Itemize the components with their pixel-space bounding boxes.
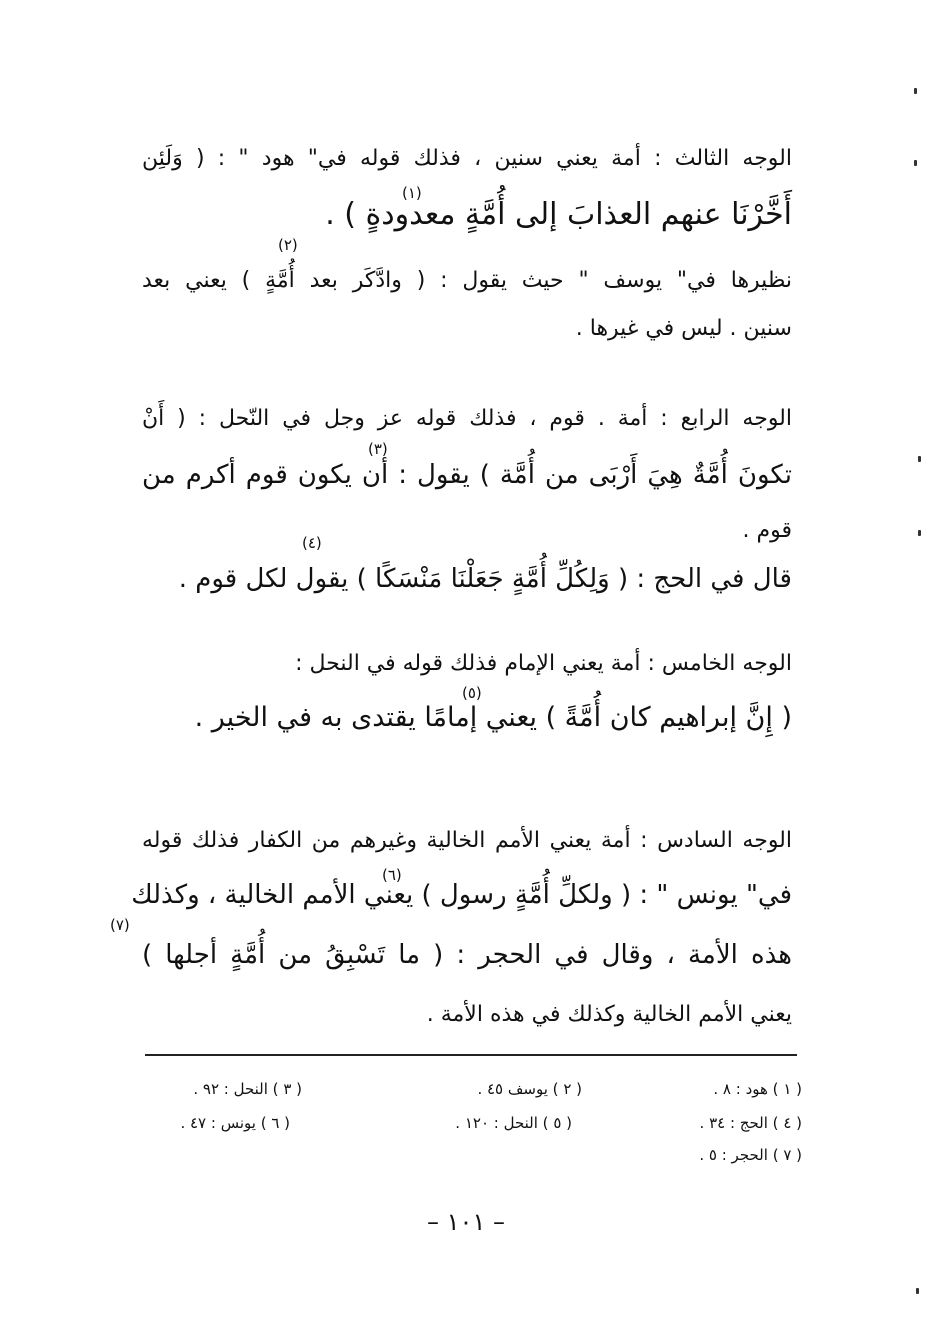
sixth-aspect-line-1: الوجه السادس : أمة يعني الأمم الخالية وغيرهم من الكفار فذلك قوله — [142, 828, 792, 853]
fourth-aspect-line-4: قال في الحج : ( وَلِكُلِّ أُمَّةٍ جَعَلْنَا مَنْسَكًا ) يقول لكل قوم . — [178, 564, 792, 594]
footnote-ref-1: (١) — [402, 184, 422, 202]
third-aspect-verse: أَخَّرْنَا عنهم العذابَ إلى أُمَّةٍ معدودةٍ ) . — [325, 197, 792, 232]
footnote-ref-4: (٤) — [302, 534, 322, 552]
page-number: – ١٠١ – — [427, 1208, 505, 1236]
fourth-aspect-line-2: تكونَ أُمَّةٌ هِيَ أَرْبَى من أُمَّة ) يقول : أن يكون قوم أكرم من — [142, 460, 792, 490]
scan-speck — [914, 88, 917, 94]
footnote-ref-2: (٢) — [278, 236, 298, 254]
third-aspect-line-1: الوجه الثالث : أمة يعني سنين ، فذلك قوله في" هود " : ( وَلَئِن — [142, 146, 792, 171]
third-aspect-line-3: نظيرها في" يوسف " حيث يقول : ( وادَّكَر بعد أُمَّةٍ ) يعني بعد — [142, 268, 792, 293]
footnote-3: ( ٣ ) النحل : ٩٢ . — [193, 1080, 302, 1098]
footnote-ref-5: (٥) — [462, 684, 482, 702]
scan-speck — [918, 456, 921, 462]
footnote-ref-3: (٣) — [368, 440, 388, 458]
footnote-5: ( ٥ ) النحل : ١٢٠ . — [455, 1114, 572, 1132]
fifth-aspect-verse: ( إِنَّ إبراهيم كان أُمَّةً ) يعني إمامًا يقتدى به في الخير . — [194, 702, 792, 733]
fourth-aspect-line-1: الوجه الرابع : أمة . قوم ، فذلك قوله عز وجل في النّحل : ( أَنْ — [142, 406, 792, 431]
scan-speck — [916, 1288, 919, 1294]
scan-speck — [918, 530, 921, 536]
sixth-aspect-line-3: هذه الأمة ، وقال في الحجر : ( ما تَسْبِقُ من أُمَّةٍ أجلها ) — [142, 940, 792, 970]
footnote-4: ( ٤ ) الحج : ٣٤ . — [699, 1114, 802, 1132]
fifth-aspect-line-1: الوجه الخامس : أمة يعني الإمام فذلك قوله في النحل : — [295, 651, 792, 676]
third-aspect-line-4: سنين . ليس في غيرها . — [575, 316, 792, 341]
footnote-2: ( ٢ ) يوسف ٤٥ . — [477, 1080, 582, 1098]
footnote-1: ( ١ ) هود : ٨ . — [713, 1080, 802, 1098]
footnote-ref-7: (٧) — [110, 916, 130, 934]
scan-speck — [914, 160, 917, 166]
footnote-divider — [145, 1054, 797, 1056]
fourth-aspect-line-3: قوم . — [742, 518, 792, 543]
footnote-6: ( ٦ ) يونس : ٤٧ . — [180, 1114, 290, 1132]
footnote-7: ( ٧ ) الحجر : ٥ . — [699, 1146, 802, 1164]
footnote-ref-6: (٦) — [382, 866, 402, 884]
sixth-aspect-line-2: في" يونس " : ( ولكلِّ أُمَّةٍ رسول ) يعني الأمم الخالية ، وكذلك — [131, 880, 792, 910]
sixth-aspect-line-4: يعني الأمم الخالية وكذلك في هذه الأمة . — [426, 1002, 792, 1027]
